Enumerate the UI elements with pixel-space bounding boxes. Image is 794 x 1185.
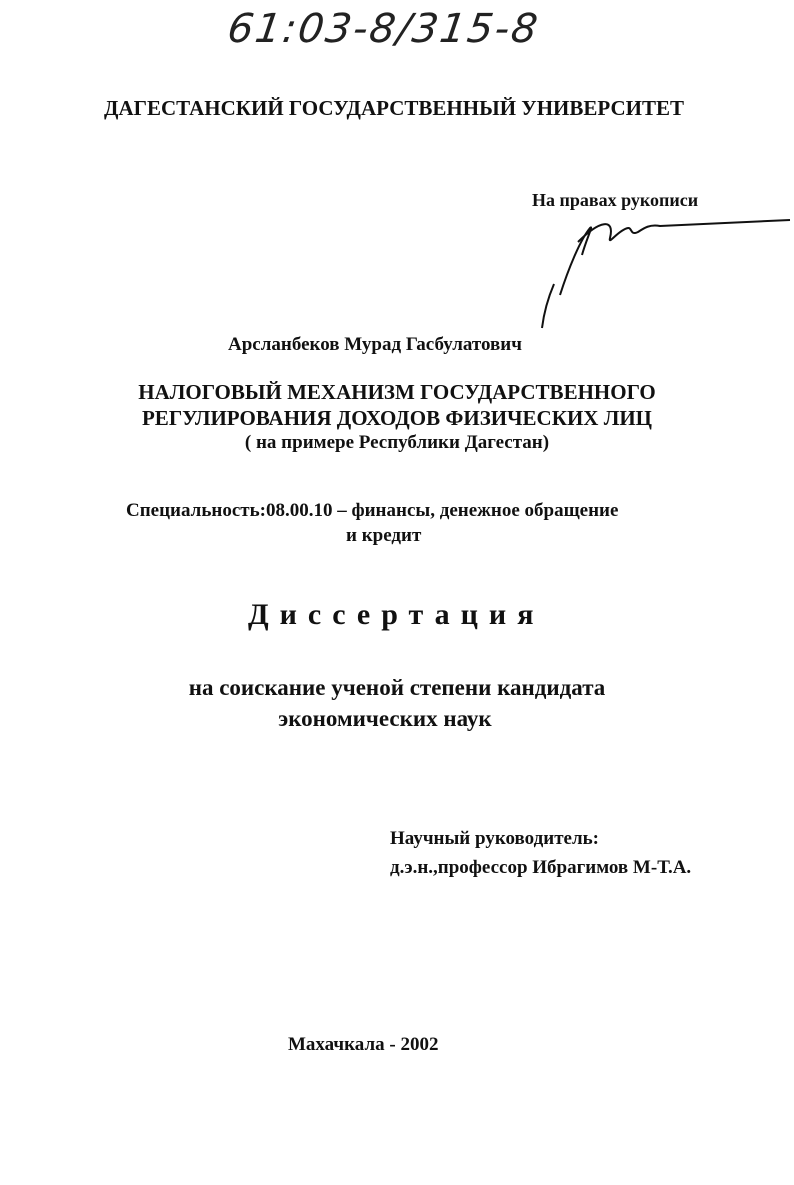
manuscript-rights-note: На правах рукописи	[532, 190, 699, 210]
supervisor-label: Научный руководитель:	[390, 828, 599, 849]
specialty-line-1: Специальность:08.00.10 – финансы, денежное обращение	[126, 500, 619, 521]
document-type-heading: Диссертация	[248, 598, 545, 631]
title-line-1: НАЛОГОВЫЙ МЕХАНИЗМ ГОСУДАРСТВЕННОГО	[138, 380, 656, 404]
handwritten-archive-number: 61:03-8/315-8	[224, 6, 543, 52]
signature	[520, 200, 794, 330]
university-name: ДАГЕСТАНСКИЙ ГОСУДАРСТВЕННЫЙ УНИВЕРСИТЕТ	[104, 96, 684, 120]
degree-line-2: экономических наук	[278, 706, 492, 731]
author-name: Арсланбеков Мурад Гасбулатович	[228, 334, 522, 355]
place-and-year: Махачкала - 2002	[288, 1034, 439, 1055]
degree-line-1: на соискание ученой степени кандидата	[188, 675, 606, 700]
supervisor-name: д.э.н.,профессор Ибрагимов М-Т.А.	[390, 857, 692, 878]
specialty-line-2: и кредит	[346, 525, 422, 546]
title-subtitle: ( на примере Республики Дагестан)	[244, 432, 550, 453]
title-line-2: РЕГУЛИРОВАНИЯ ДОХОДОВ ФИЗИЧЕСКИХ ЛИЦ	[141, 406, 653, 430]
